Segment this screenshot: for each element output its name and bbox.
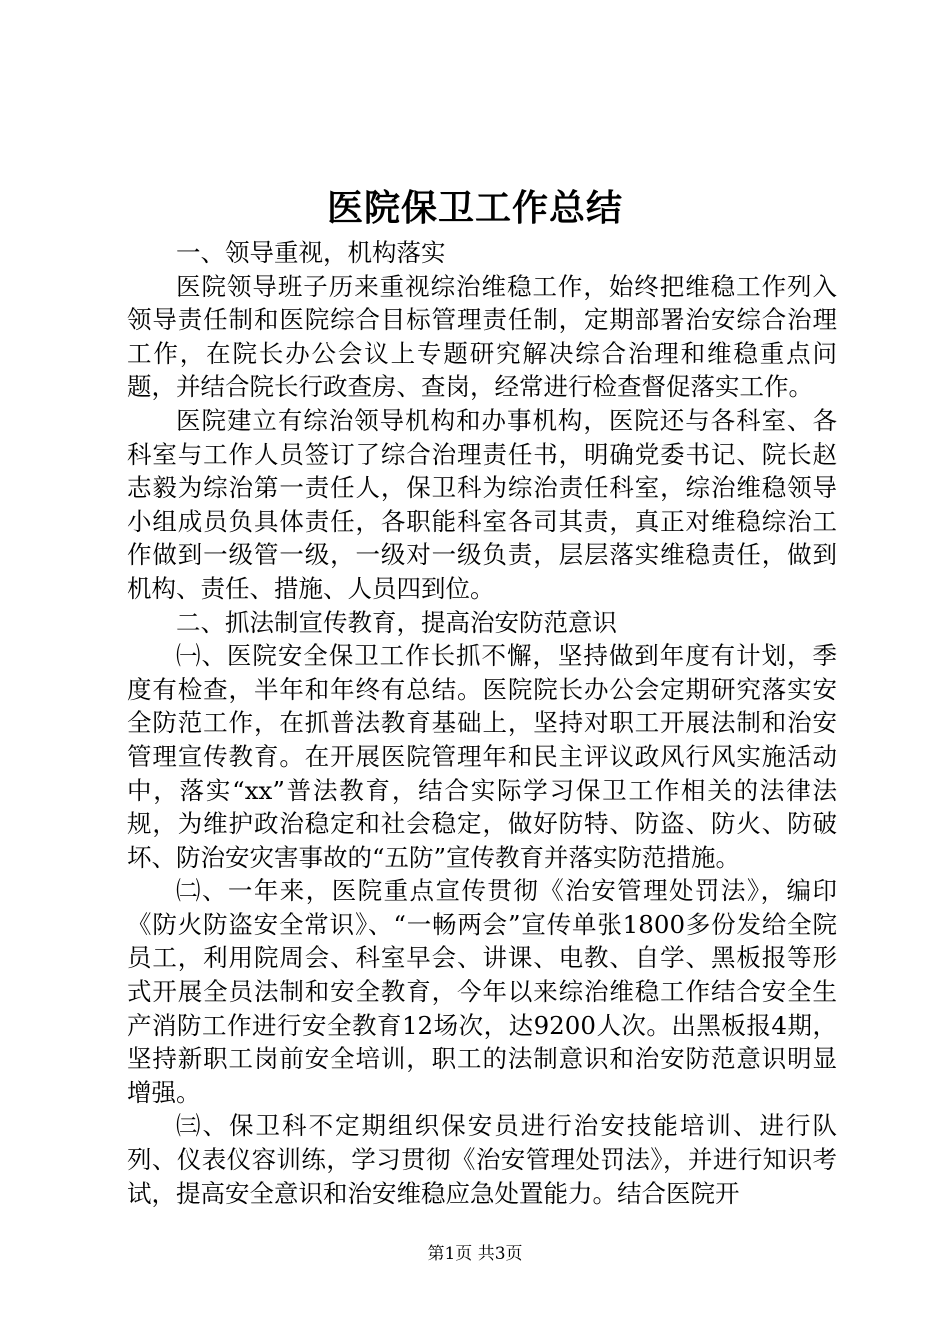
section-heading: 二、抓法制宣传教育，提高治安防范意识 [176, 607, 617, 637]
document-title: 医院保卫工作总结 [326, 187, 623, 229]
paragraph: 医院领导班子历来重视综治维稳工作，始终把维稳工作列入领导责任制和医院综合目标管理责任制，定期部署治安综合治理工作，在院长办公会议上专题研究解决综合治理和维稳重点问题，并结合院长行政查房、查岗，经常进行检查督促落实工作。 [127, 271, 837, 402]
paragraph: 医院建立有综治领导机构和办事机构，医院还与各科室、各科室与工作人员签订了综合治理责任书，明确党委书记、院长赵志毅为综治第一责任人，保卫科为综治责任科室，综治维稳领导小组成员负具体责任，各职能科室各司其责，真正对维稳综治工作做到一级管一级，一级对一级负责，层层落实维稳责任，做到机构、责任、措施、人员四到位。 [127, 405, 837, 603]
paragraph: ㈢、保卫科不定期组织保安员进行治安技能培训、进行队列、仪表仪容训练，学习贯彻《治安管理处罚法》，并进行知识考试，提高安全意识和治安维稳应急处置能力。结合医院开 [127, 1111, 837, 1208]
paragraph: ㈠、医院安全保卫工作长抓不懈，坚持做到年度有计划，季度有检查，半年和年终有总结。医院院长办公会定期研究落实安全防范工作，在抓普法教育基础上，坚持对职工开展法制和治安管理宣传教育。在开展医院管理年和民主评议政风行风实施活动中，落实“xx”普法教育，结合实际学习保卫工作相关的法律法规，为维护政治稳定和社会稳定，做好防特、防盗、防火、防破坏、防治安灾害事故的“五防”宣传教育并落实防范措施。 [127, 641, 837, 872]
section-heading: 一、领导重视，机构落实 [176, 238, 446, 267]
document-body [127, 236, 837, 1210]
page-footer: 第1页 共3页 [427, 1244, 523, 1264]
paragraph: ㈡、一年来，医院重点宣传贯彻《治安管理处罚法》，编印《防火防盗安全常识》、“一畅两会”宣传单张1800多份发给全院员工，利用院周会、科室早会、讲课、电教、自学、黑板报等形式开展全员法制和安全教育，今年以来综治维稳工作结合安全生产消防工作进行安全教育12场次，达9200人次。出黑板报4期，坚持新职工岗前安全培训，职工的法制意识和治安防范意识明显增强。 [127, 876, 837, 1107]
